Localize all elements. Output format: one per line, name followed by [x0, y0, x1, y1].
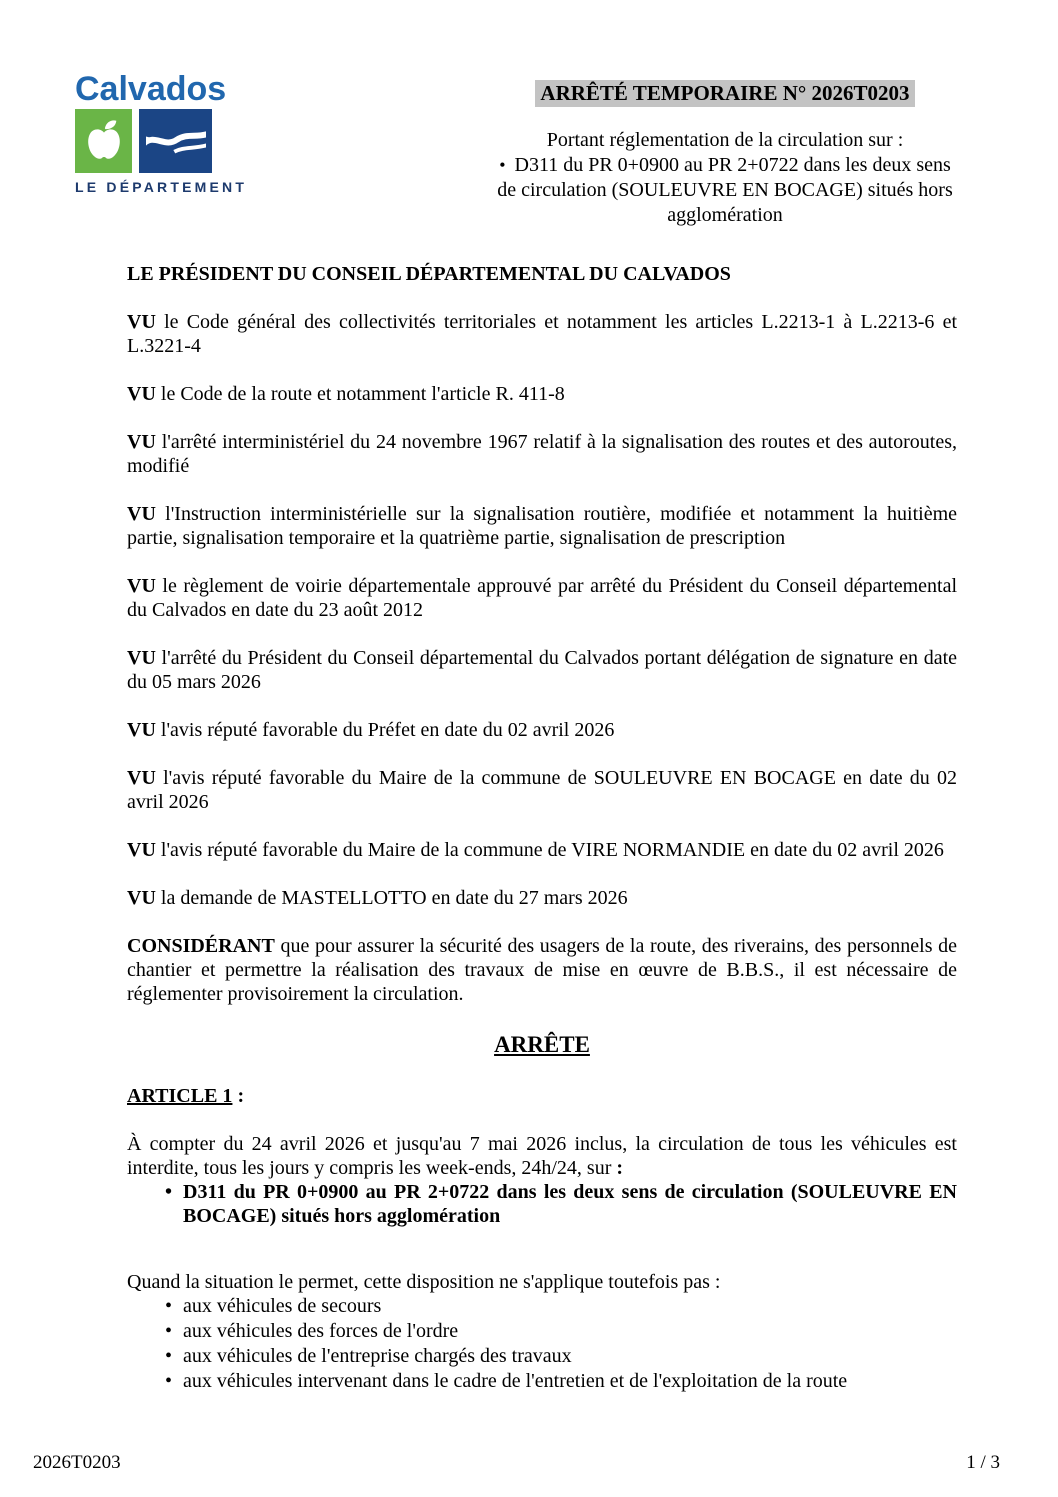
considerant-lead: CONSIDÉRANT — [127, 935, 275, 957]
vu-paragraph: VU la demande de MASTELLOTTO en date du 27 mars 2026 — [127, 887, 628, 909]
header-block — [495, 80, 955, 228]
vu-lead: VU — [127, 647, 156, 669]
exceptions-intro: Quand la situation le permet, cette disposition ne s'applique toutefois pas : — [127, 1271, 721, 1293]
vu-paragraph: VU le Code général des collectivités territoriales et notamment les articles L.2213-1 à L.2213-6 et L.3221-4 — [127, 311, 958, 357]
vu-paragraph: VU le règlement de voirie départementale approuvé par arrêté du Président du Conseil départemental du Calvados en date du 23 août 2012 — [127, 575, 958, 621]
bullet-icon: • — [499, 155, 515, 175]
vu-lead: VU — [127, 719, 156, 741]
header-road-bullet: • D311 du PR 0+0900 au PR 2+0722 dans les deux sens de circulation (SOULEUVRE EN BOCAGE) situés hors agglomération — [497, 154, 953, 226]
vu-lead: VU — [127, 503, 156, 525]
vu-lead: VU — [127, 575, 156, 597]
vu-paragraph: VU l'arrêté interministériel du 24 novembre 1967 relatif à la signalisation des routes et des autoroutes, modifié — [127, 431, 957, 477]
logo-wordmark: Calvados — [75, 70, 227, 108]
vu-lead: VU — [127, 887, 156, 909]
apple-icon — [75, 109, 132, 173]
wave-icon — [139, 109, 212, 173]
considerant-paragraph: CONSIDÉRANT que pour assurer la sécurité des usagers de la route, des riverains, des personnels de chantier et permettre la réalisation des travaux de mise en œuvre de B.B.S., il est nécessaire de réglementer provisoirement la circulation. — [127, 935, 958, 1005]
vu-lead: VU — [127, 767, 156, 789]
footer-document-number: 2026T0203 — [33, 1452, 121, 1473]
exception-item: • aux véhicules de secours — [165, 1294, 957, 1319]
exception-item: • aux véhicules des forces de l'ordre — [165, 1319, 957, 1344]
vu-paragraph: VU le Code de la route et notamment l'article R. 411-8 — [127, 383, 565, 405]
logo-squares — [75, 109, 235, 173]
road-list-item: • D311 du PR 0+0900 au PR 2+0722 dans les deux sens de circulation (SOULEUVRE EN BOCAGE) situés hors agglomération — [165, 1180, 957, 1228]
vu-paragraph: VU l'avis réputé favorable du Maire de la commune de VIRE NORMANDIE en date du 02 avril 2026 — [127, 839, 944, 861]
vu-lead: VU — [127, 431, 156, 453]
vu-lead: VU — [127, 311, 156, 333]
page-footer — [33, 1452, 1000, 1474]
vu-paragraph: VU l'avis réputé favorable du Préfet en date du 02 avril 2026 — [127, 719, 615, 741]
exceptions-list — [127, 1294, 957, 1394]
document-body — [127, 262, 957, 1394]
article1-road-list — [127, 1180, 957, 1228]
logo-tagline: LE DÉPARTEMENT — [75, 179, 248, 195]
header-intro: Portant réglementation de la circulation sur : — [546, 129, 904, 151]
calvados-logo — [75, 70, 248, 195]
document-title: ARRÊTÉ TEMPORAIRE N° 2026T0203 — [535, 80, 914, 107]
article1-heading: ARTICLE 1 : — [127, 1085, 245, 1107]
exception-item: • aux véhicules intervenant dans le cadre de l'entretien et de l'exploitation de la route — [165, 1369, 957, 1394]
vu-paragraph: VU l'arrêté du Président du Conseil départemental du Calvados portant délégation de signature en date du 05 mars 2026 — [127, 647, 958, 693]
exception-item: • aux véhicules de l'entreprise chargés des travaux — [165, 1344, 957, 1369]
vu-paragraph: VU l'avis réputé favorable du Maire de la commune de SOULEUVRE EN BOCAGE en date du 02 avril 2026 — [127, 767, 958, 813]
vu-paragraph: VU l'Instruction interministérielle sur la signalisation routière, modifiée et notamment la huitième partie, signalisation temporaire et la quatrième partie, signalisation de prescription — [127, 503, 958, 549]
vu-lead: VU — [127, 839, 156, 861]
arrete-heading: ARRÊTE — [494, 1032, 590, 1057]
article1-intro: À compter du 24 avril 2026 et jusqu'au 7 mai 2026 inclus, la circulation de tous les véhicules est interdite, tous les jours y compris les week-ends, 24h/24, sur : — [127, 1133, 957, 1179]
footer-page-number: 1 / 3 — [966, 1452, 1000, 1473]
vu-lead: VU — [127, 383, 156, 405]
president-heading: LE PRÉSIDENT DU CONSEIL DÉPARTEMENTAL DU CALVADOS — [127, 263, 731, 285]
